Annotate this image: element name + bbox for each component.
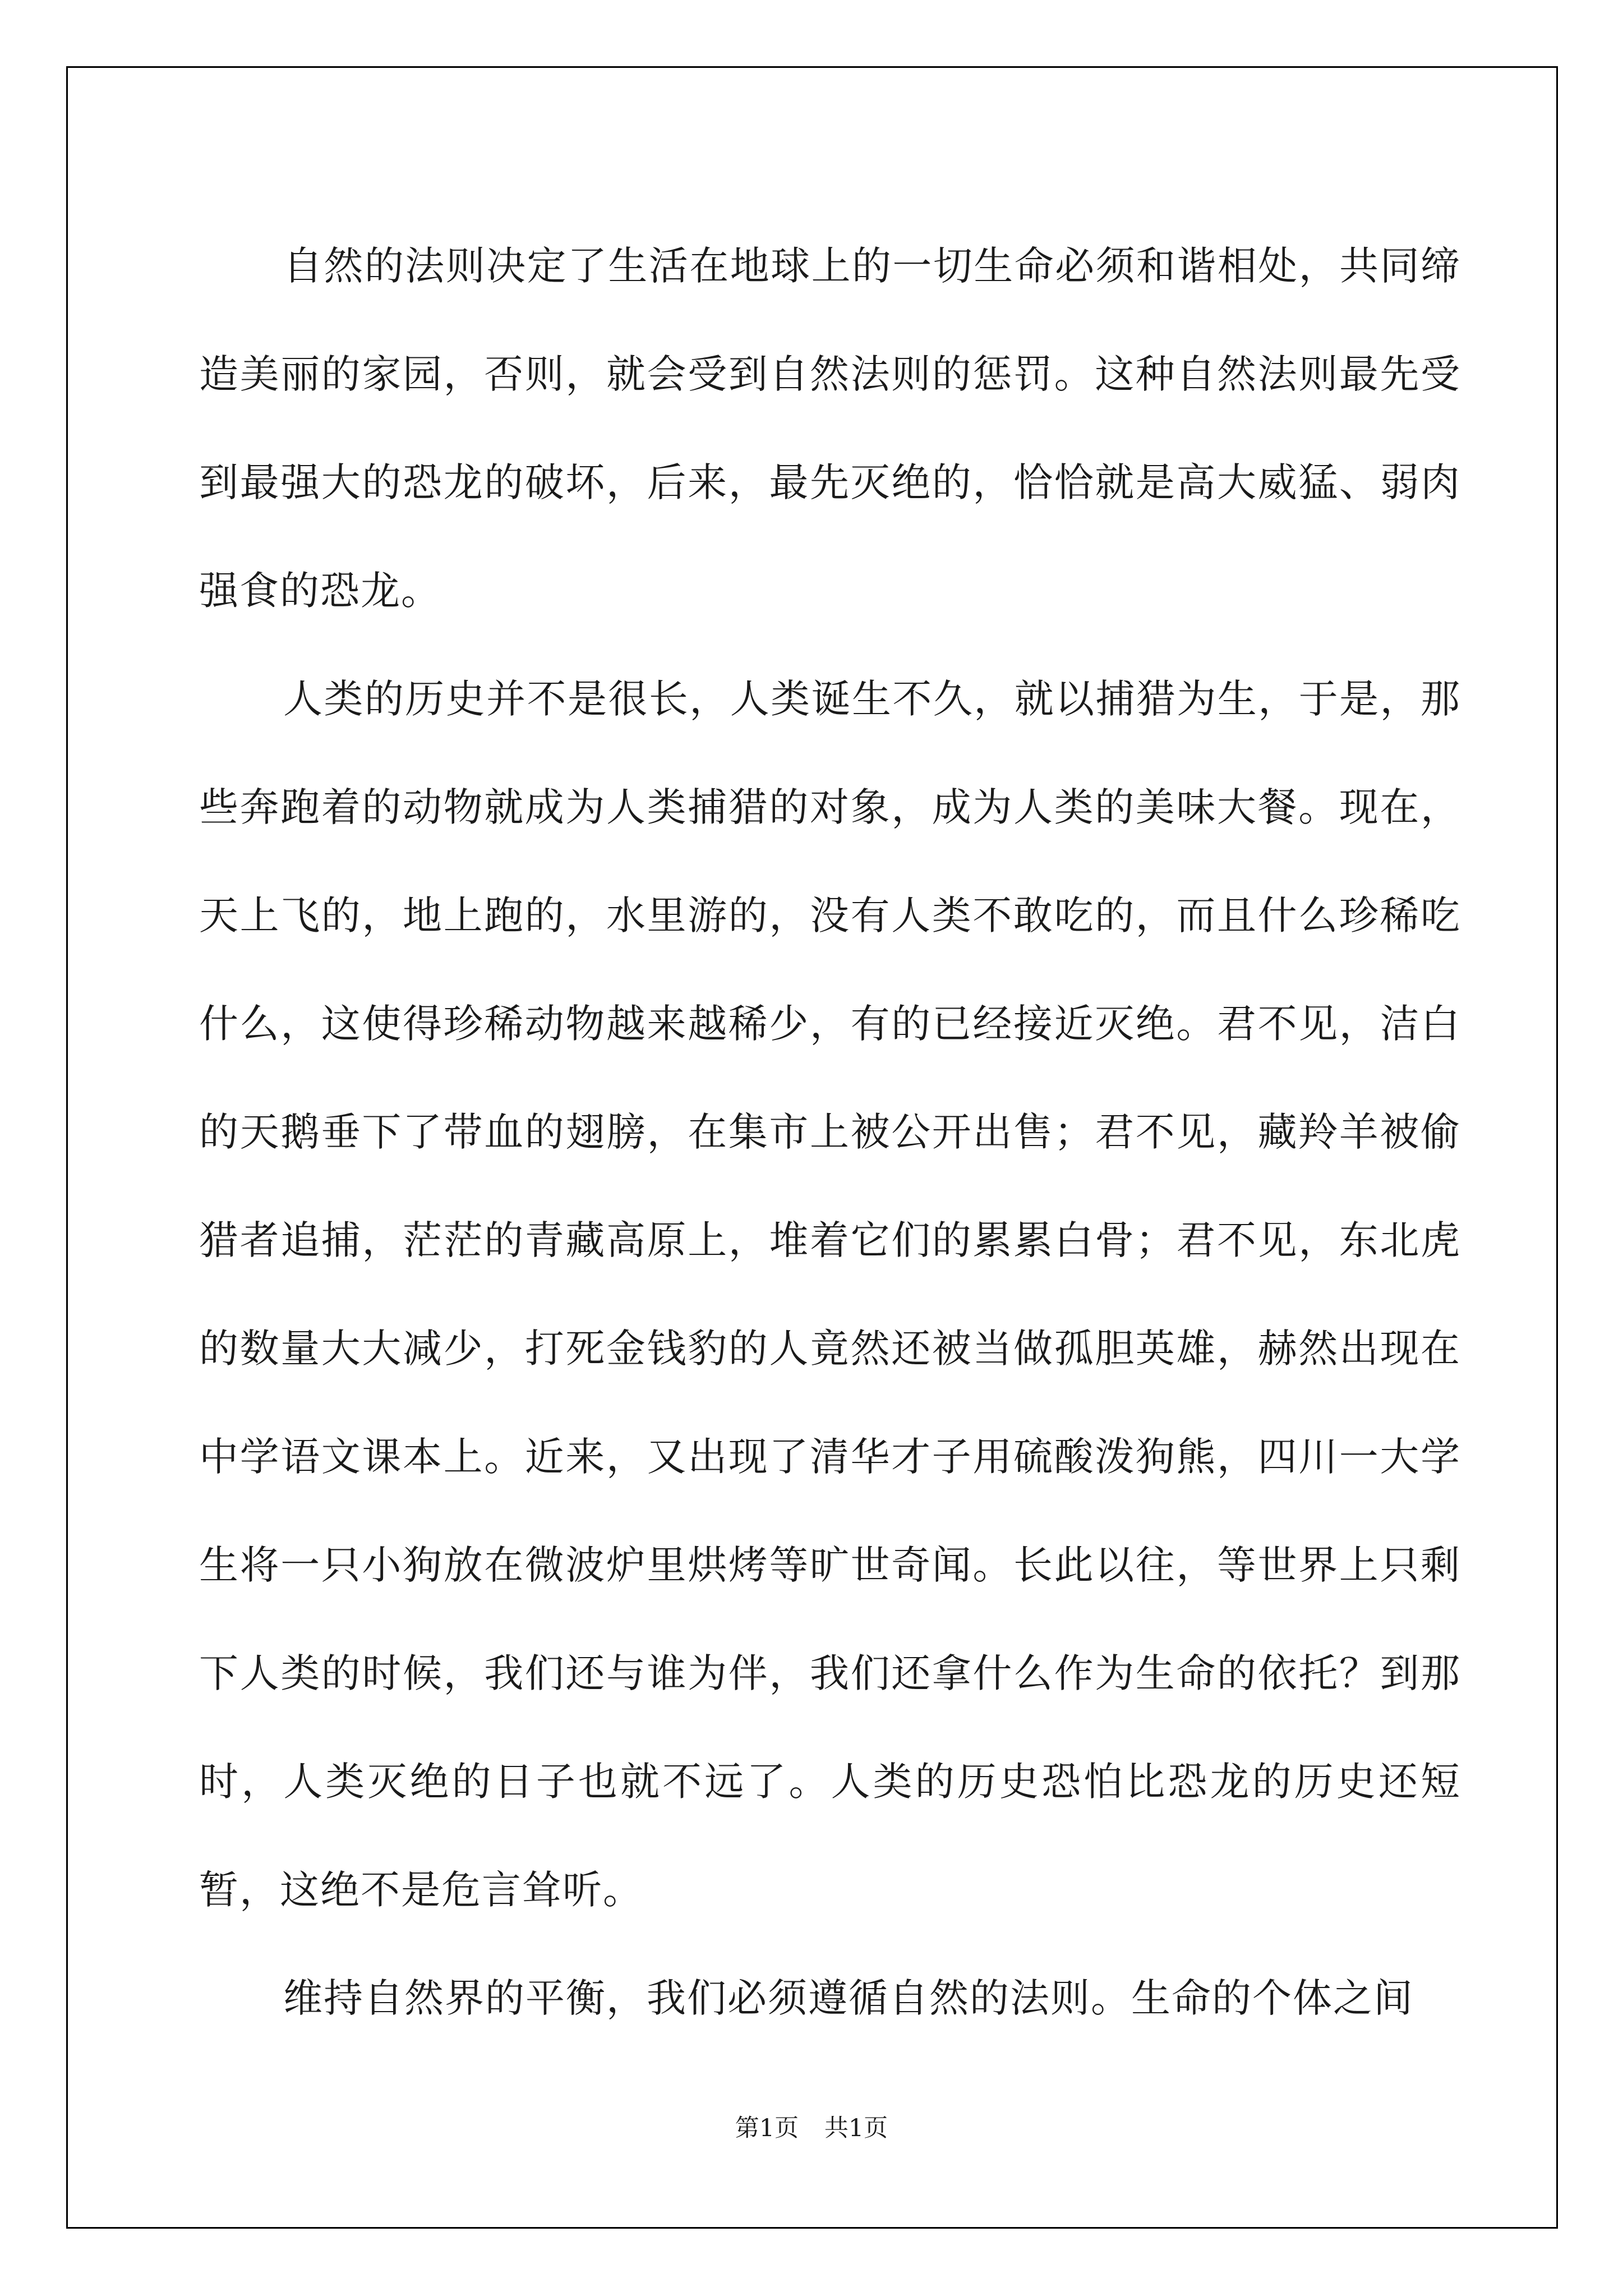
total-pages: 共1页 (824, 2114, 888, 2142)
page-number: 第1页 (735, 2114, 799, 2142)
page-footer (0, 2109, 1623, 2143)
paragraph: 维持自然界的平衡，我们必须遵循自然的法则。生命的个体之间 (283, 1975, 1414, 2021)
paragraph: 自然的法则决定了生活在地球上的一切生命必须和谐相处，共同缔造美丽的家园，否则，就会受到自然法则的惩罚。这种自然法则最先受到最强大的恐龙的破坏，后来，最先灭绝的，恰恰就是高大威猛、弱肉强食的恐龙。 (199, 243, 1461, 614)
paragraph: 人类的历史并不是很长，人类诞生不久，就以捕猎为生，于是，那些奔跑着的动物就成为人类捕猎的对象，成为人类的美味大餐。现在，天上飞的，地上跑的，水里游的，没有人类不敢吃的，而且什么珍稀吃什么，这使得珍稀动物越来越稀少，有的已经接近灭绝。君不见，洁白的天鹅垂下了带血的翅膀，在集市上被公开出售；君不见，藏羚羊被偷猎者追捕，茫茫的青藏高原上，堆着它们的累累白骨；君不见，东北虎的数量大大减少，打死金钱豹的人竟然还被当做孤胆英雄，赫然出现在中学语文课本上。近来，又出现了清华才子用硫酸泼狗熊，四川一大学生将一只小狗放在微波炉里烘烤等旷世奇闻。长此以往，等世界上只剩下人类的时候，我们还与谁为伴，我们还拿什么作为生命的依托？到那时，人类灭绝的日子也就不远了。人类的历史恐怕比恐龙的历史还短暂，这绝不是危言耸听。 (199, 676, 1461, 1913)
document-body (199, 212, 1461, 2053)
